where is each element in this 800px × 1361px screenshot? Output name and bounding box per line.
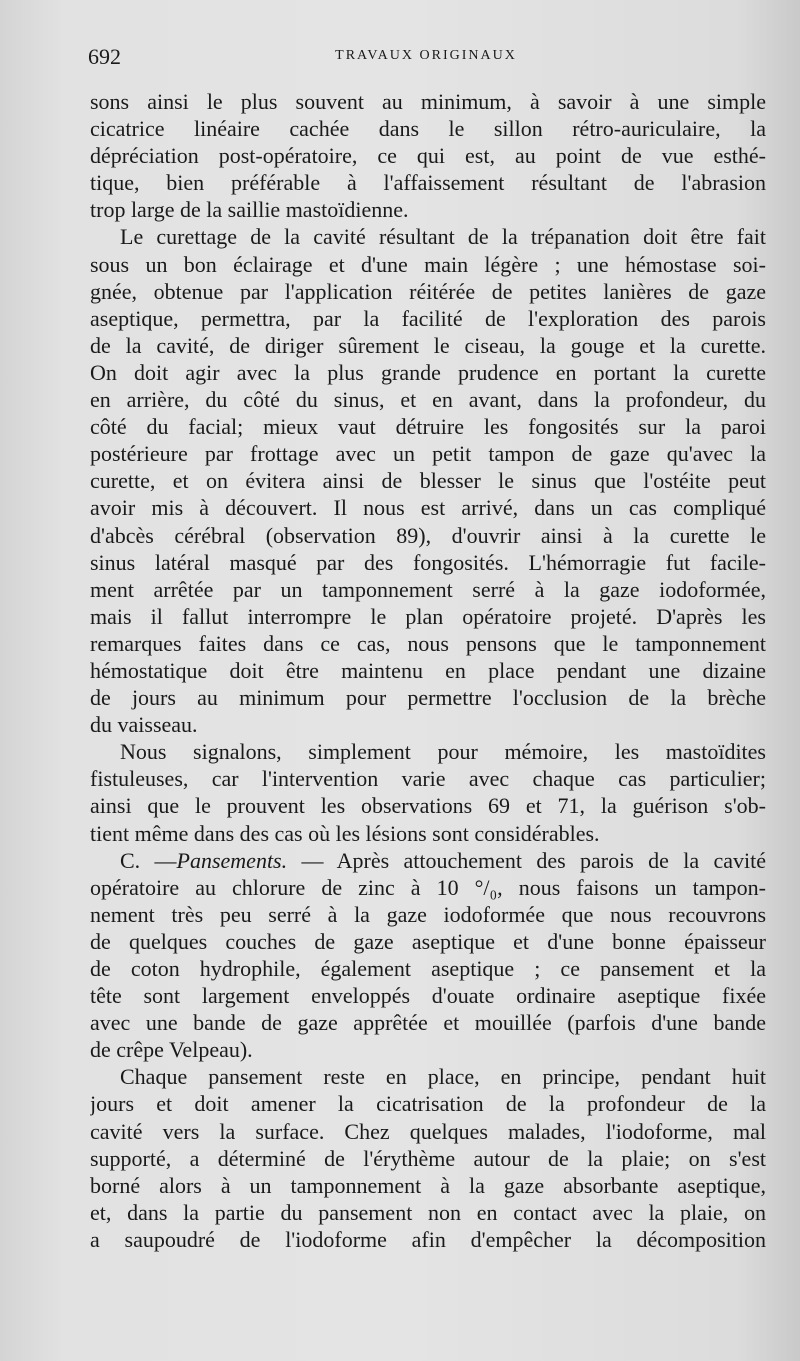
text-line: dépréciation post-opératoire, ce qui est, au point de vue esthé- xyxy=(90,143,766,169)
text-line: côté du facial; mieux vaut détruire les fongosités sur la paroi xyxy=(90,414,766,440)
text-line: aseptique, permettra, par la facilité de l'exploration des parois xyxy=(90,305,766,331)
text-line: a saupoudré de l'iodoforme afin d'empêcher la décomposition xyxy=(90,1226,766,1252)
text-line: de la cavité, de diriger sûrement le ciseau, la gouge et la curette. xyxy=(90,332,766,358)
section-letter: C. — xyxy=(120,847,177,873)
text-line: de jours au minimum pour permettre l'occlusion de la brèche xyxy=(90,685,766,711)
text-line: gnée, obtenue par l'application réitérée de petites lanières de gaze xyxy=(90,278,766,304)
text-line: nement très peu serré à la gaze iodoformée que nous recouvrons xyxy=(90,901,766,927)
text-line: tique, bien préférable à l'affaissement résultant de l'abrasion xyxy=(90,170,766,196)
text-line: Chaque pansement reste en place, en principe, pendant huit xyxy=(120,1064,766,1090)
section-text: — Après attouchement des parois de la cavité xyxy=(287,847,766,873)
section-title: Pansements. xyxy=(176,847,288,873)
text-line: sous un bon éclairage et d'une main légère ; une hémostase soi- xyxy=(90,251,766,277)
page-number: 692 xyxy=(88,44,121,69)
text-line: fistuleuses, car l'intervention varie avec chaque cas particulier; xyxy=(90,766,766,792)
text-line: jours et doit amener la cicatrisation de la profondeur de la xyxy=(90,1091,766,1117)
text-line: et, dans la partie du pansement non en contact avec la plaie, on xyxy=(90,1199,766,1225)
text-line: supporté, a déterminé de l'érythème autour de la plaie; on s'est xyxy=(90,1145,766,1171)
text-line: On doit agir avec la plus grande prudence en portant la curette xyxy=(90,359,766,385)
section-c-line xyxy=(90,847,766,874)
running-title: TRAVAUX ORIGINAUX xyxy=(335,48,517,63)
text-line: cavité vers la surface. Chez quelques malades, l'iodoforme, mal xyxy=(90,1118,766,1144)
text-line: sinus latéral masqué par des fongosités. L'hémorragie fut facile- xyxy=(90,549,766,575)
text-line: borné alors à un tamponnement à la gaze absorbante aseptique, xyxy=(90,1172,766,1198)
text-line: du vaisseau. xyxy=(90,712,198,738)
text-line: avec une bande de gaze apprêtée et mouillée (parfois d'une bande xyxy=(90,1010,766,1036)
text-line: ainsi que le prouvent les observations 69 et 71, la guérison s'ob- xyxy=(90,793,766,819)
text-line: tête sont largement enveloppés d'ouate ordinaire aseptique fixée xyxy=(90,983,766,1009)
text-line: sons ainsi le plus souvent au minimum, à savoir à une simple xyxy=(90,89,766,114)
text-line: mais il fallut interrompre le plan opératoire projeté. D'après les xyxy=(90,603,766,629)
body-text xyxy=(90,88,766,1253)
text-line: cicatrice linéaire cachée dans le sillon rétro-auriculaire, la xyxy=(90,116,766,142)
text-line: hémostatique doit être maintenu en place pendant une dizaine xyxy=(90,657,766,683)
text-line: de coton hydrophile, également aseptique ; ce pansement et la xyxy=(90,956,766,981)
text-line: Le curettage de la cavité résultant de la trépanation doit être fait xyxy=(120,224,766,250)
text-line: curette, et on évitera ainsi de blesser le sinus que l'ostéite peut xyxy=(90,468,766,494)
text-line: postérieure par frottage avec un petit tampon de gaze qu'avec la xyxy=(90,441,766,467)
text-line: Nous signalons, simplement pour mémoire, les mastoïdites xyxy=(120,739,766,765)
text-line: de quelques couches de gaze aseptique et d'une bonne épaisseur xyxy=(90,928,766,954)
text-line: remarques faites dans ce cas, nous pensons que le tamponnement xyxy=(90,630,766,656)
text-line: opératoire au chlorure de zinc à 10 °/₀, nous faisons un tampon- xyxy=(90,874,766,900)
text-line: d'abcès cérébral (observation 89), d'ouvrir ainsi à la curette le xyxy=(90,522,766,548)
text-line: en arrière, du côté du sinus, et en avant, dans la profondeur, du xyxy=(90,387,766,413)
text-line: avoir mis à découvert. Il nous est arrivé, dans un cas compliqué xyxy=(90,495,766,521)
text-line: ment arrêtée par un tamponnement serré à la gaze iodoformée, xyxy=(90,576,766,602)
text-line: tient même dans des cas où les lésions sont considérables. xyxy=(90,820,600,846)
text-line: trop large de la saillie mastoïdienne. xyxy=(90,197,409,223)
page-header xyxy=(88,44,764,74)
text-line: de crêpe Velpeau). xyxy=(90,1037,253,1063)
